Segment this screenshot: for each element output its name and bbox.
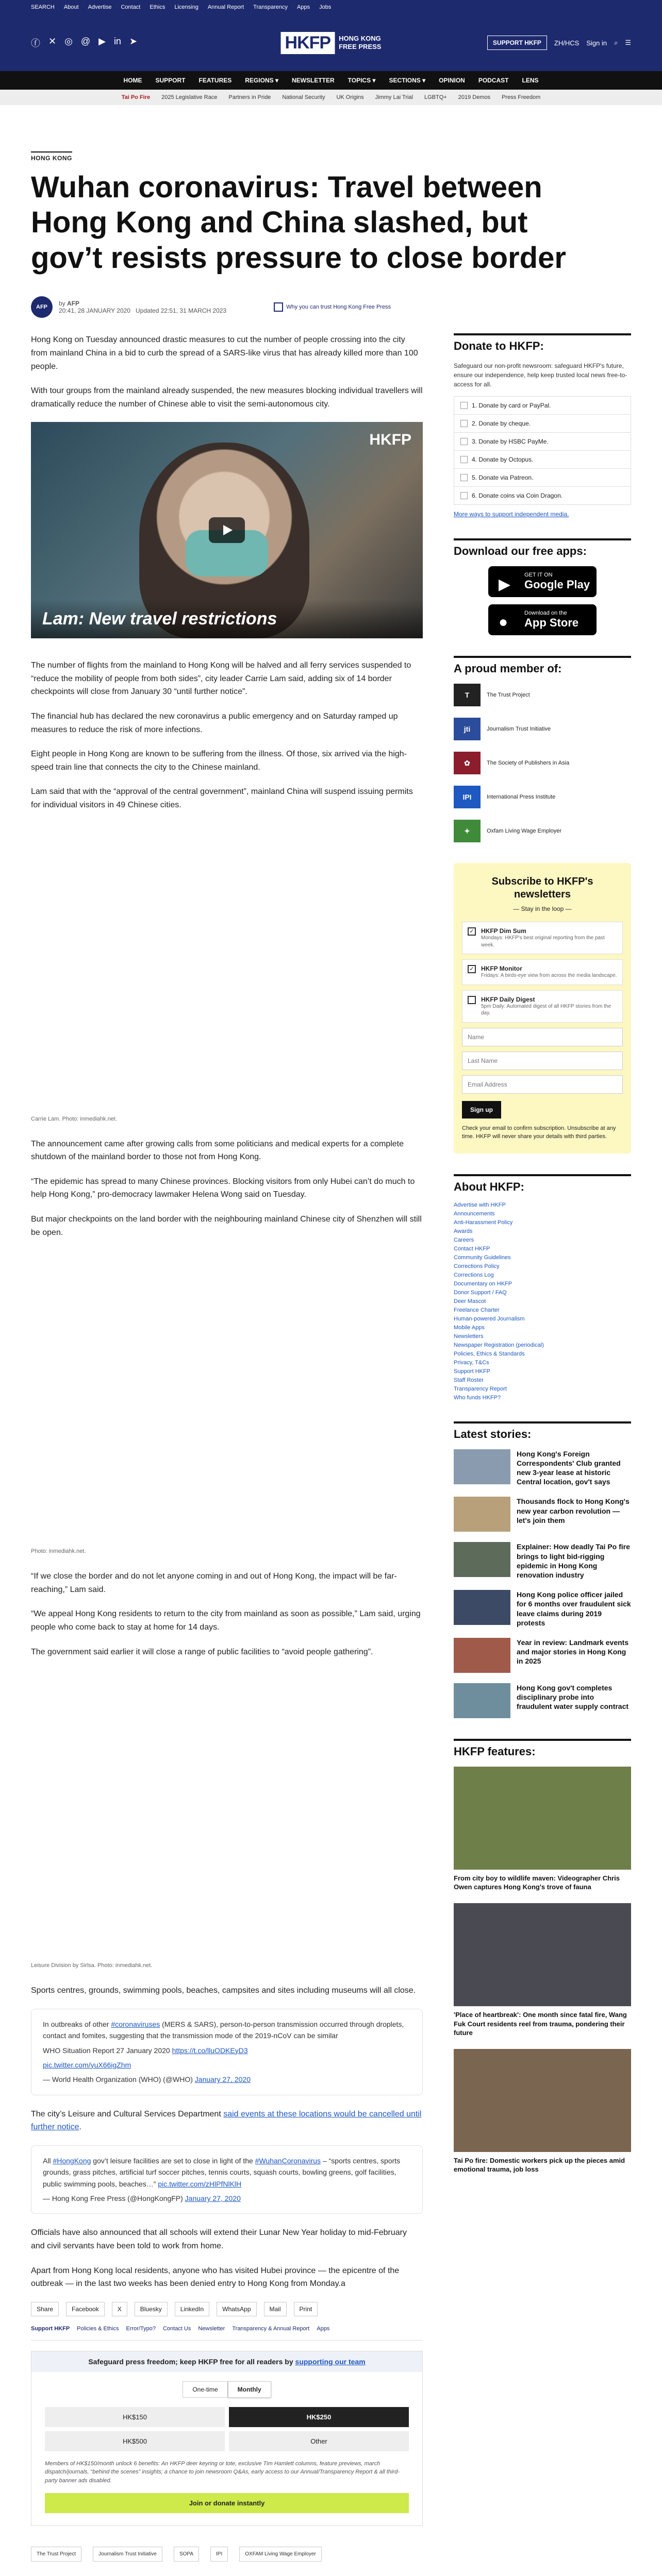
tweet-text: (MERS & SARS), person-to-person transmission occurred through droplets, contact and fomites, suggesting that the transmission mode of the 2019-nCoV can be similar xyxy=(43,2020,404,2040)
share-bar xyxy=(31,2302,423,2316)
sopa-logo[interactable]: SOPA xyxy=(174,2547,199,2562)
publish-date: 20:41, 28 JANUARY 2020 xyxy=(59,307,130,315)
byline xyxy=(31,296,631,318)
support-team-link[interactable]: supporting our team xyxy=(295,2357,366,2366)
contact-link[interactable]: Contact xyxy=(121,4,141,10)
transparency-link[interactable]: Transparency xyxy=(253,4,288,10)
member-item[interactable] xyxy=(454,786,631,808)
about-heading: About HKFP: xyxy=(454,1174,631,1194)
donate-option[interactable] xyxy=(454,396,631,415)
paragraph: Officials have also announced that all schools will extend their Lunar New Year holiday to mid-February and civil servants have been told to work from home. xyxy=(31,2228,407,2251)
tag-item[interactable]: Jimmy Lai Trial xyxy=(375,94,413,100)
share-whatsapp-button[interactable]: WhatsApp xyxy=(217,2302,256,2316)
story-item[interactable] xyxy=(454,1542,631,1580)
donate-heading: Donate to HKFP: xyxy=(454,333,631,353)
article-image xyxy=(31,1250,423,1544)
ipi-logo[interactable]: IPI xyxy=(210,2547,228,2562)
apple-icon: ● xyxy=(499,614,508,631)
checkbox-icon[interactable] xyxy=(468,996,476,1004)
donate-option[interactable] xyxy=(454,468,631,487)
newsletter-option-monitor[interactable] xyxy=(462,959,623,985)
about-link[interactable]: Who funds HKFP? xyxy=(454,1394,501,1401)
app-store-button[interactable] xyxy=(488,604,597,635)
tweet-author: — World Health Organization (WHO) (@WHO) xyxy=(43,2075,195,2084)
story-thumbnail xyxy=(454,1590,510,1625)
content-columns xyxy=(31,333,631,2576)
newsletter-link[interactable]: Newsletter xyxy=(198,2325,225,2332)
linkedin-icon[interactable]: in xyxy=(113,36,121,46)
newsletter-option-title: HKFP Daily Digest xyxy=(481,995,535,1003)
tweet-text: WHO Situation Report 27 January 2020 xyxy=(43,2046,172,2055)
story-thumbnail xyxy=(454,1683,510,1718)
tag-item[interactable]: Press Freedom xyxy=(502,94,541,100)
hashtag-link[interactable]: #coronaviruses xyxy=(111,2020,160,2028)
store-small: GET IT ON xyxy=(524,572,553,579)
member-name: Oxfam Living Wage Employer xyxy=(487,828,562,835)
last-name-input[interactable] xyxy=(462,1052,623,1070)
article-image xyxy=(31,1670,423,1958)
name-input[interactable] xyxy=(462,1028,623,1046)
advertise-link[interactable]: Advertise xyxy=(88,4,112,10)
paragraph: Sports centres, grounds, swimming pools, beaches, campsites and sites including museums will all close. xyxy=(31,1986,416,1995)
newsletter-signup xyxy=(454,863,631,1153)
donate-option-label: 4. Donate by Octopus. xyxy=(472,456,534,464)
checkbox-icon xyxy=(460,474,468,481)
logo-line-1: HONG KONG xyxy=(339,34,381,42)
licensing-link[interactable]: Licensing xyxy=(174,4,198,10)
checkbox-checked-icon[interactable]: ✓ xyxy=(468,965,476,973)
paragraph xyxy=(31,2108,423,2134)
trust-project-icon: T xyxy=(454,684,481,706)
ethics-link[interactable]: Ethics xyxy=(150,4,166,10)
video-brand: HKFP xyxy=(369,431,411,449)
paragraph: Apart from Hong Kong local residents, anyone who has visited Hubei province — the epicentre of the outbreak — in the last two weeks has been denied entry to Hong Kong from Monday.a xyxy=(31,2266,400,2289)
member-name: The Trust Project xyxy=(487,692,530,699)
newsletter-option-title: HKFP Monitor xyxy=(481,965,522,973)
donate-options xyxy=(454,396,631,505)
telegram-icon[interactable]: ➤ xyxy=(129,36,138,46)
tag-item[interactable]: UK Origins xyxy=(336,94,364,100)
facebook-icon[interactable]: ⓕ xyxy=(31,38,40,48)
newsletter-option-desc: 5pm Daily: Automated digest of all HKFP stories from the day. xyxy=(481,1003,611,1016)
instagram-icon[interactable]: ◎ xyxy=(64,36,73,46)
about-link[interactable]: Support HKFP xyxy=(454,1368,490,1375)
share-x-button[interactable]: X xyxy=(112,2302,127,2316)
amount-option-selected[interactable]: HK$250 xyxy=(229,2407,409,2427)
story-item[interactable] xyxy=(454,1497,631,1532)
paragraph: The financial hub has declared the new coronavirus a public emergency and on Saturday ramped up measures to reduce the risk of more infections. xyxy=(31,712,398,734)
ipi-icon: IPI xyxy=(454,786,481,808)
nav-lens[interactable]: LENS xyxy=(522,77,539,84)
member-name: International Press Institute xyxy=(487,794,556,801)
member-benefits: Members of HK$150/month unlock 6 benefits: An HKFP deer keyring or tote, exclusive Tim Hamlett columns, feature previews, march dispatch/journals, “behind the scenes” insights; a chance to join newsroom Q&As, early access to our Annual/Transparency Report & all third-party banner ads disabled. xyxy=(45,2460,400,2484)
about-link[interactable]: Corrections Log xyxy=(454,1272,494,1278)
story-title: Thousands flock to Hong Kong's new year carbon revolution — let's join them xyxy=(517,1497,630,1524)
share-mail-button[interactable]: Mail xyxy=(264,2302,287,2316)
story-item[interactable] xyxy=(454,1683,631,1718)
tag-item[interactable]: Tai Po Fire xyxy=(121,94,151,100)
tweet-text: In outbreaks of other xyxy=(43,2020,111,2028)
member-item[interactable] xyxy=(454,684,631,706)
paragraph: Lam said that with the “approval of the central government”, mainland China will suspend issuing permits for individual visitors in 49 Chinese cities. xyxy=(31,787,413,810)
story-title: Hong Kong gov't completes disciplinary probe into fraudulent water supply contract xyxy=(517,1683,629,1711)
frequency-toggle xyxy=(31,2381,422,2398)
logo-words xyxy=(339,35,381,52)
trust-project-logo[interactable]: The Trust Project xyxy=(31,2547,81,2562)
tweet-line xyxy=(43,2059,411,2071)
error-link[interactable]: Error/Typo? xyxy=(126,2325,156,2332)
author-line xyxy=(59,300,226,314)
story-thumbnail xyxy=(454,1542,510,1577)
donate-section xyxy=(454,333,631,518)
trending-tags xyxy=(0,90,662,105)
story-title: Year in review: Landmark events and major stories in Hong Kong in 2025 xyxy=(517,1638,629,1666)
hashtag-link[interactable]: #WuhanCoronavirus xyxy=(255,2156,321,2165)
paragraph: “We appeal Hong Kong residents to return to the city from mainland as soon as possible,” Lam said, urging people who come back to stay at home for 14 days. xyxy=(31,1609,421,1632)
support-button[interactable]: SUPPORT HKFP xyxy=(487,36,547,50)
tag-item[interactable]: 2025 Legislative Race xyxy=(161,94,218,100)
trust-label: Why you can trust Hong Kong Free Press xyxy=(286,304,391,311)
newsletter-option-title: HKFP Dim Sum xyxy=(481,927,526,935)
story-title: Explainer: How deadly Tai Po fire brings to light bid-rigging epidemic in Hong Kong renovation industry xyxy=(517,1543,630,1579)
social-links xyxy=(31,36,137,49)
tag-item[interactable]: Partners in Pride xyxy=(228,94,271,100)
about-link[interactable]: Human-powered Journalism xyxy=(454,1315,525,1322)
nav-regions[interactable]: REGIONS ▾ xyxy=(245,77,278,84)
article-image xyxy=(31,823,423,1112)
about-link[interactable]: Mobile Apps xyxy=(454,1324,485,1331)
about-link[interactable]: Policies, Ethics & Standards xyxy=(454,1350,525,1357)
apps-section xyxy=(454,538,631,635)
signin-link[interactable]: Sign in xyxy=(586,39,607,47)
tweet-pic-link[interactable]: pic.twitter.com/zHlPfNlKlH xyxy=(158,2179,242,2188)
about-link[interactable]: Community Guidelines xyxy=(454,1254,511,1261)
about-link[interactable]: Newspaper Registration (periodical) xyxy=(454,1342,544,1348)
logo-line-2: FREE PRESS xyxy=(339,43,382,50)
newsletter-heading: Subscribe to HKFP's newsletters xyxy=(491,876,593,901)
about-link[interactable]: Contact HKFP xyxy=(454,1245,490,1252)
features-section xyxy=(454,1739,631,2174)
oxfam-logo[interactable]: OXFAM Living Wage Employer xyxy=(239,2547,321,2562)
about-link[interactable]: Freelance Charter xyxy=(454,1307,500,1313)
author-name[interactable]: AFP xyxy=(67,300,80,308)
member-name: The Society of Publishers in Asia xyxy=(487,760,570,767)
search-icon[interactable]: ⌕ xyxy=(614,39,618,46)
youtube-icon[interactable]: ▶ xyxy=(98,36,106,46)
story-item[interactable] xyxy=(454,1638,631,1673)
member-heading: A proud member of: xyxy=(454,656,631,675)
annual-report-link[interactable]: Annual Report xyxy=(207,4,244,10)
about-link[interactable]: About xyxy=(63,4,79,10)
paragraph: The announcement came after growing calls from some politicians and medical experts for a complete shutdown of the mainland border to those not from Hong Kong. xyxy=(31,1139,404,1162)
donate-text: Safeguard our non-profit newsroom: safeguard HKFP's future, ensure our independence, help keep trusted local news free-to-access for all. xyxy=(454,362,627,388)
member-name: Journalism Trust Initiative xyxy=(487,726,551,733)
paragraph: The number of flights from the mainland to Hong Kong will be halved and all ferry services suspended to “reduce the mobility of people from both sides”, city leader Carrie Lam said, adding six of 14 border checkpoints will close from January 30 “until further notice”. xyxy=(31,661,411,697)
paragraph: Eight people in Hong Kong are known to be suffering from the illness. Of those, six arrived via the high-speed train line that connects the city to the Chinese mainland. xyxy=(31,750,407,772)
paragraph: “If we close the border and do not let anyone coming in and out of Hong Kong, the impact will be far-reaching,” Lam said. xyxy=(31,1572,397,1594)
paragraph: The government said earlier it will close a range of public facilities to “avoid people gathering”. xyxy=(31,1647,373,1656)
apps-link[interactable]: Apps xyxy=(297,4,310,10)
search-link[interactable]: SEARCH xyxy=(31,4,55,10)
feature-title[interactable]: 'Place of heartbreak': One month since fatal fire, Wang Fuk Court residents reel from trauma, pondering their future xyxy=(454,2011,627,2037)
checkbox-icon xyxy=(460,492,468,499)
tweet-text: gov’t leisure facilities are set to close in light of the xyxy=(91,2156,255,2165)
join-button[interactable]: Join or donate instantly xyxy=(45,2493,409,2513)
author-avatar: AFP xyxy=(31,296,53,318)
story-thumbnail xyxy=(454,1449,510,1484)
feature-image[interactable] xyxy=(454,1767,631,1870)
embedded-tweet xyxy=(31,2145,423,2214)
x-icon[interactable]: ✕ xyxy=(48,36,57,46)
member-item[interactable] xyxy=(454,752,631,774)
tag-item[interactable]: National Security xyxy=(282,94,325,100)
about-link[interactable]: Deer Mascot xyxy=(454,1298,486,1304)
site-logo[interactable] xyxy=(281,32,382,54)
site-header xyxy=(0,14,662,71)
newsletter-option-body xyxy=(481,927,617,948)
support-link[interactable]: Support HKFP xyxy=(31,2325,70,2332)
apps-heading: Download our free apps: xyxy=(454,538,631,558)
jobs-link[interactable]: Jobs xyxy=(319,4,332,10)
page-wrap xyxy=(31,105,631,2576)
amount-options xyxy=(31,2407,422,2451)
donate-widget xyxy=(31,2351,423,2527)
jti-icon: jti xyxy=(454,718,481,740)
donate-title-text: Safeguard press freedom; keep HKFP free for all readers by xyxy=(88,2357,295,2366)
member-item[interactable] xyxy=(454,718,631,740)
member-section xyxy=(454,656,631,842)
paragraph-text: The city’s Leisure and Cultural Services Department xyxy=(31,2109,224,2119)
newsletter-note: Check your email to confirm subscription. Unsubscribe at any time. HKFP will never share your details with third parties. xyxy=(462,1125,616,1140)
nav-features[interactable]: FEATURES xyxy=(198,77,232,84)
newsletter-option-dimsum[interactable] xyxy=(462,922,623,954)
section-label[interactable]: HONG KONG xyxy=(31,151,72,162)
paragraph: Hong Kong on Tuesday announced drastic measures to cut the number of people crossing into the city from mainland China in a bid to curb the spread of a SARS-like virus that has already killed more than 100 people. xyxy=(31,335,418,371)
play-icon[interactable] xyxy=(209,517,245,543)
email-input[interactable] xyxy=(462,1075,623,1094)
language-switch[interactable]: ZH/HCS xyxy=(554,39,580,47)
checkbox-icon xyxy=(460,456,468,463)
main-nav xyxy=(0,71,662,90)
about-link[interactable]: Documentary on HKFP xyxy=(454,1280,512,1287)
paragraph: But major checkpoints on the land border with the neighbouring mainland Chinese city of Shenzhen will still be open. xyxy=(31,1215,422,1237)
jti-logo[interactable]: Journalism Trust Initiative xyxy=(93,2547,162,2562)
about-section xyxy=(454,1174,631,1401)
newsletter-option-body xyxy=(481,996,617,1017)
header-actions xyxy=(487,36,631,50)
oxfam-icon: ✦ xyxy=(454,820,481,842)
article-body xyxy=(31,333,423,2576)
checkbox-icon xyxy=(460,420,468,427)
feature-title[interactable]: Tai Po fire: Domestic workers pick up the pieces amid emotional trauma, job loss xyxy=(454,2156,625,2174)
about-link[interactable]: Newsletters xyxy=(454,1333,484,1340)
about-link[interactable]: Privacy, T&Cs xyxy=(454,1359,489,1366)
share-label: Share xyxy=(31,2302,59,2316)
about-link[interactable]: Careers xyxy=(454,1236,474,1243)
nav-opinion[interactable]: OPINION xyxy=(439,77,465,84)
feature-image[interactable] xyxy=(454,1903,631,2006)
video-caption: Lam: New travel restrictions xyxy=(31,600,423,638)
store-big: App Store xyxy=(524,616,579,630)
tweet-signature xyxy=(43,2074,411,2085)
monthly-tab[interactable]: Monthly xyxy=(228,2381,271,2398)
one-time-tab[interactable]: One-time xyxy=(183,2381,227,2398)
paragraph: With tour groups from the mainland already suspended, the new measures blocking individual travellers will dramatically reduce the number of Chinese able to visit the semi-autonomous city. xyxy=(31,386,423,409)
paragraph-text: . xyxy=(79,2123,81,2132)
sidebar xyxy=(454,333,631,2576)
amount-option[interactable]: HK$150 xyxy=(45,2407,225,2427)
newsletter-option-body xyxy=(481,965,617,979)
footer-member-logos xyxy=(31,2547,423,2562)
newsletter-subheading: — Stay in the loop — xyxy=(513,905,572,913)
donate-option-label: 1. Donate by card or PayPal. xyxy=(472,402,551,410)
donate-option[interactable] xyxy=(454,486,631,505)
store-small: Download on the xyxy=(524,610,567,617)
print-button[interactable]: Print xyxy=(294,2302,318,2316)
tweet-date-link[interactable]: January 27, 2020 xyxy=(185,2194,241,2203)
tag-item[interactable]: LGBTQ+ xyxy=(424,94,447,100)
checkbox-icon xyxy=(460,402,468,409)
tweet-author: — Hong Kong Free Press (@HongKongFP) xyxy=(43,2194,185,2203)
article-title: Wuhan coronavirus: Travel between Hong Kong and China slashed, but gov’t resists pressure to close border xyxy=(31,171,566,275)
author-prefix: by xyxy=(59,300,65,308)
about-link[interactable]: Corrections Policy xyxy=(454,1263,500,1269)
story-title: Hong Kong's Foreign Correspondents' Club granted new 3-year lease at historic Central location, gov't says xyxy=(517,1449,621,1486)
embedded-tweet xyxy=(31,2009,423,2095)
about-link[interactable]: Announcements xyxy=(454,1210,495,1217)
checkbox-checked-icon[interactable]: ✓ xyxy=(468,927,476,936)
tag-item[interactable]: 2019 Demos xyxy=(458,94,491,100)
trust-icon xyxy=(274,302,283,312)
donate-option[interactable] xyxy=(454,450,631,469)
tweet-url-link[interactable]: https://t.co/lluODKEyD3 xyxy=(172,2046,248,2055)
newsletter-option-desc: Mondays: HKFP's best original reporting from the past week. xyxy=(481,935,605,948)
about-link[interactable]: Transparency Report xyxy=(454,1385,507,1392)
nav-topics[interactable]: TOPICS ▾ xyxy=(347,77,376,84)
features-heading: HKFP features: xyxy=(454,1739,631,1758)
tweet-date-link[interactable]: January 27, 2020 xyxy=(194,2075,251,2084)
menu-icon[interactable]: ☰ xyxy=(625,39,631,46)
google-play-button[interactable] xyxy=(488,566,597,597)
utility-bar xyxy=(0,0,662,14)
story-title: Hong Kong police officer jailed for 6 months over fraudulent sick leave claims during 2019 protests xyxy=(517,1590,631,1627)
nav-newsletter[interactable]: NEWSLETTER xyxy=(291,77,335,84)
tweet-text: All xyxy=(43,2156,53,2165)
story-item[interactable] xyxy=(454,1590,631,1628)
image-caption: Carrie Lam. Photo: inmediahk.net. xyxy=(31,1115,117,1122)
feature-title[interactable]: From city boy to wildlife maven: Videographer Chris Owen captures Hong Kong's trove of fauna xyxy=(454,1874,620,1891)
story-item[interactable] xyxy=(454,1449,631,1487)
tweet-text: – “sports centres, sports grounds, grass pitches, artificial turf soccer pitches, tennis courts, squash courts, bowling greens, golf facilities, public swimming pools, beaches…” xyxy=(43,2156,401,2188)
donate-option-label: 2. Donate by cheque. xyxy=(472,420,531,428)
apps-link[interactable]: Apps xyxy=(317,2325,330,2332)
about-link[interactable]: Advertise with HKFP xyxy=(454,1201,506,1208)
newsletter-option-digest[interactable] xyxy=(462,990,623,1023)
donate-option[interactable] xyxy=(454,414,631,433)
nav-support[interactable]: SUPPORT xyxy=(155,77,186,84)
amount-option[interactable]: HK$500 xyxy=(45,2431,225,2451)
share-bluesky-button[interactable]: Bluesky xyxy=(135,2302,168,2316)
threads-icon[interactable]: @ xyxy=(80,36,91,46)
newsletter-option-desc: Fridays: A birds-eye view from across the media landscape. xyxy=(481,973,617,979)
paragraph: “The epidemic has spread to many Chinese provinces. Blocking visitors from only Hubei can’t do much to help Hong Kong,” pro-democracy lawmaker Helena Wong said on Tuesday. xyxy=(31,1177,415,1199)
share-facebook-button[interactable]: Facebook xyxy=(66,2302,105,2316)
hashtag-link[interactable]: #HongKong xyxy=(53,2156,91,2165)
sopa-icon: ✿ xyxy=(454,752,481,774)
donate-option-label: 3. Donate by HSBC PayMe. xyxy=(472,438,549,446)
amount-option[interactable]: Other xyxy=(229,2431,409,2451)
image-caption: Leisure Division by Sirlsa. Photo: inmediahk.net. xyxy=(31,1962,153,1969)
story-thumbnail xyxy=(454,1638,510,1673)
tweet-line xyxy=(43,2045,411,2056)
video-player[interactable] xyxy=(31,422,423,638)
trust-link[interactable] xyxy=(274,302,391,312)
donate-option-label: 6. Donate coins via Coin Dragon. xyxy=(472,492,563,500)
contact-us-link[interactable]: Contact Us xyxy=(162,2325,191,2332)
store-big: Google Play xyxy=(524,578,590,591)
story-thumbnail xyxy=(454,1497,510,1532)
signup-button[interactable]: Sign up xyxy=(462,1101,501,1118)
about-link[interactable]: Awards xyxy=(454,1228,473,1234)
updated-date: Updated 22:51, 31 MARCH 2023 xyxy=(136,307,227,315)
checkbox-icon xyxy=(460,438,468,445)
tweet-pic-link[interactable]: pic.twitter.com/yuX66igZhm xyxy=(43,2060,131,2069)
inline-link[interactable]: said events at these locations would be cancelled until further notice xyxy=(31,2109,422,2132)
support-links xyxy=(31,2326,423,2341)
image-caption: Photo: inmediahk.net. xyxy=(31,1548,86,1555)
nav-home[interactable]: HOME xyxy=(123,77,142,84)
transparency-report-link[interactable]: Transparency & Annual Report xyxy=(232,2325,310,2332)
about-link[interactable]: Staff Roster xyxy=(454,1377,484,1383)
more-ways-link[interactable]: More ways to support independent media. xyxy=(454,511,569,518)
latest-stories xyxy=(454,1421,631,1718)
policies-link[interactable]: Policies & Ethics xyxy=(77,2325,119,2332)
tweet-signature xyxy=(43,2193,411,2204)
nav-sections[interactable]: SECTIONS ▾ xyxy=(389,77,426,84)
nav-podcast[interactable]: PODCAST xyxy=(478,77,509,84)
feature-image[interactable] xyxy=(454,2049,631,2152)
about-link[interactable]: Donor Support / FAQ xyxy=(454,1289,507,1296)
share-linkedin-button[interactable]: LinkedIn xyxy=(175,2302,209,2316)
latest-heading: Latest stories: xyxy=(454,1421,631,1441)
member-item[interactable] xyxy=(454,820,631,842)
donate-option-label: 5. Donate via Patreon. xyxy=(472,474,534,482)
donate-widget-title xyxy=(31,2351,422,2372)
logo-mark: HKFP xyxy=(281,32,335,54)
about-link[interactable]: Anti-Harassment Policy xyxy=(454,1219,513,1226)
donate-option[interactable] xyxy=(454,432,631,451)
google-play-icon: ▶ xyxy=(499,576,511,594)
